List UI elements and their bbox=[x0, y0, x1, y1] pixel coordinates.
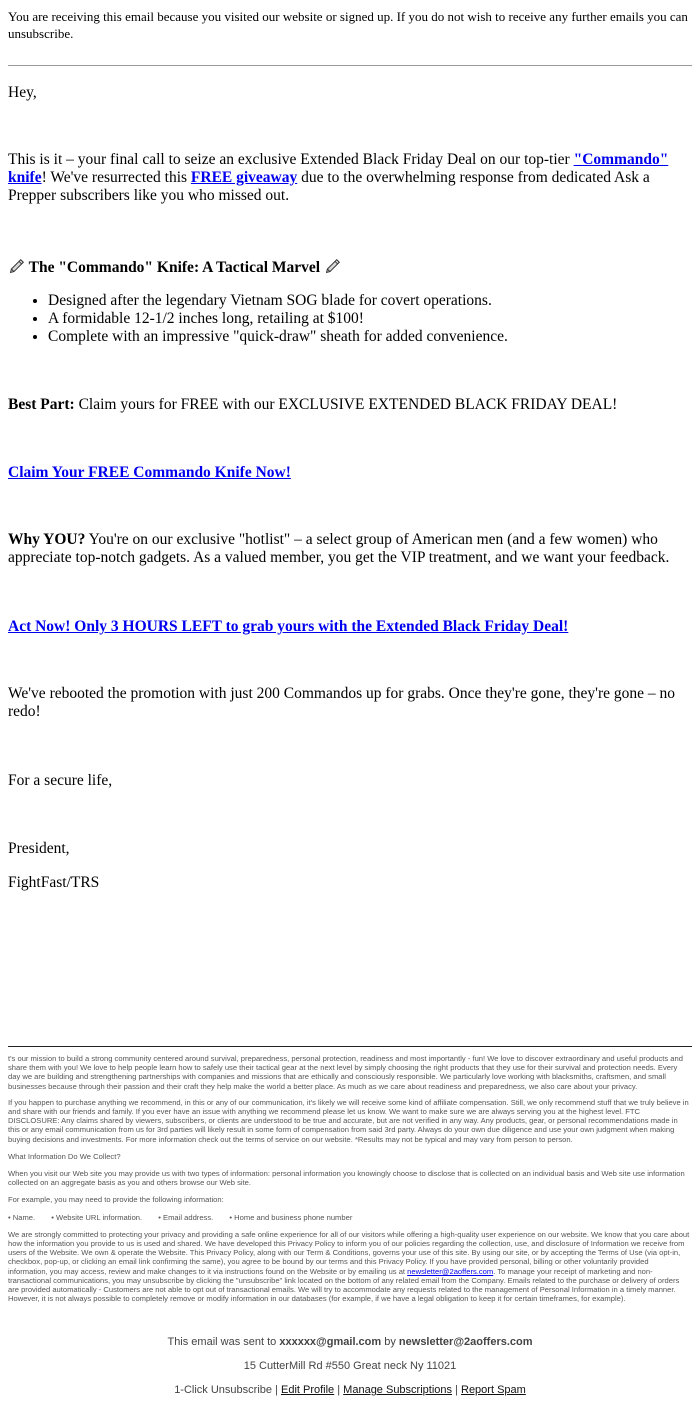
signature: FightFast/TRS bbox=[8, 874, 100, 891]
sent-to-line bbox=[0, 1336, 700, 1348]
info-item: • Home and business phone number bbox=[229, 1212, 353, 1222]
privacy-text-1: We are strongly committed to protecting your privacy and providing a safe online experience for all of our visitors while offering a high-quality user experience on our website. We know that you care about how the information you provide to us is used and shared. We have developed this Privacy Policy to inform you of our policies regarding the collection, use, and disclosure of Information we receive from users of the Website. We own & operate the Website. This Privacy Policy, along with our Term & Conditions, governs your use of this site. By using our site, or by accepting the Terms of Use (via opt-in, checkbox, pop-up, or clicking an email link confirming the same), you agree to be bound by our terms and this Privacy Policy. If you have provided personal, billing or other voluntarily provided information, you may access, review and make changes to it via instructions found on the Website or by emailing us at bbox=[8, 1229, 690, 1276]
separator: | bbox=[452, 1384, 461, 1396]
separator: | bbox=[334, 1384, 344, 1396]
sender-title: President, bbox=[8, 840, 70, 857]
feature-heading-text: The "Commando" Knife: A Tactical Marvel bbox=[28, 259, 321, 276]
sender-email: newsletter@2aoffers.com bbox=[398, 1336, 533, 1348]
sent-prefix: This email was sent to bbox=[167, 1336, 280, 1348]
edit-profile-link[interactable]: Edit Profile bbox=[280, 1384, 335, 1396]
footer-links bbox=[0, 1384, 700, 1396]
info-item: • Email address. bbox=[158, 1212, 214, 1222]
intro-text-3: due to the overwhelming response from dedicated Ask a Prepper subscribers like you who missed out. bbox=[8, 169, 650, 204]
postal-address: 15 CutterMill Rd #550 Great neck Ny 11021 bbox=[243, 1360, 457, 1372]
info-items bbox=[8, 1213, 690, 1222]
one-click-unsubscribe[interactable]: 1-Click Unsubscribe bbox=[174, 1384, 272, 1396]
signoff: For a secure life, bbox=[8, 772, 113, 789]
why-you-label: Why YOU? bbox=[8, 531, 86, 548]
intro-text-1: This is it – your final call to seize an exclusive Extended Black Friday Deal on our top-tier bbox=[8, 151, 574, 168]
feature-list bbox=[8, 292, 692, 346]
knife-icon bbox=[324, 258, 341, 275]
separator: | bbox=[272, 1384, 281, 1396]
intro-paragraph bbox=[8, 151, 692, 205]
affiliate-disclosure: If you happen to purchase anything we recommend, in this or any of our communication, it's likely we will receive some kind of affiliate compensation. Still, we only recommend stuff that we truly believe in and share with our friends and family. If you ever have an issue with anything we recommend please let us know. We want to make sure we are always serving you at the highest level. FTC DISCLOSURE: Any claims shared by viewers, subscribers, or clients are understood to be true and accurate, but are not verified in any way. Any products, gear, or personal recommendations made in this or any email communication from us for 3rd parties will likely result in some form of compensation from said 3rd party. Always do your own due diligence and use your own judgment when making buying decisions and investments. For more information check out the terms of service on our website. *Results may not be typical and may vary from person to person. bbox=[8, 1097, 689, 1144]
act-now-link[interactable]: Act Now! Only 3 HOURS LEFT to grab yours with the Extended Black Friday Deal! bbox=[8, 618, 569, 635]
mission-paragraph: t's our mission to build a strong community centered around survival, preparedness, personal protection, readiness and most importantly - fun! We love to discover extraordinary and useful products and share them with you! We love to help people learn how to safely use their tactical gear at the next level by simply choosing the right products that they use for their survival and protection needs. Every day we are building and strengthening partnerships with companies and missions that are ethically and consciously responsible. We particularly love working with blacksmiths, craftsmen, and small businesses because through their passion and their craft they help make the world a better place. As much as we care about readiness and preparedness, we also care about your privacy. bbox=[8, 1054, 683, 1091]
reboot-paragraph: We've rebooted the promotion with just 200 Commandos up for grabs. Once they're gone, they're gone – no redo! bbox=[8, 685, 676, 720]
manage-subscriptions-link[interactable]: Manage Subscriptions bbox=[343, 1384, 453, 1396]
best-part-paragraph bbox=[8, 396, 692, 414]
privacy-text-2: . To manage your receipt of marketing and non-transactional communications, you may unsubscribe by clicking the "unsubscribe" link located on the bottom of any related email from the Company. Emails related to the purchase or delivery of orders are provided automatically - Customers are not able to opt out of transactional emails. We will try to accommodate any requests related to the management of Personal Information in a timely manner. However, it is not always possible to completely remove or modify information in our databases (for example, if we have a legal obligation to keep it for certain timeframes, for example). bbox=[8, 1266, 680, 1304]
feature-list-container bbox=[8, 292, 692, 346]
claim-knife-link[interactable]: Claim Your FREE Commando Knife Now! bbox=[8, 464, 291, 481]
greeting: Hey, bbox=[8, 84, 37, 101]
best-part-label: Best Part: bbox=[8, 396, 75, 413]
footer-divider bbox=[8, 1046, 692, 1047]
info-item: • Website URL information. bbox=[51, 1212, 143, 1222]
cta-claim-container bbox=[8, 464, 692, 482]
best-part-text: Claim yours for FREE with our EXCLUSIVE EXTENDED BLACK FRIDAY DEAL! bbox=[74, 396, 618, 413]
intro-text-2: ! We've resurrected this bbox=[41, 169, 191, 186]
info-item: • Name. bbox=[8, 1212, 36, 1222]
knife-icon bbox=[8, 258, 25, 275]
example-intro: For example, you may need to provide the following information: bbox=[8, 1195, 224, 1205]
privacy-policy-paragraph bbox=[8, 1230, 690, 1304]
report-spam-link[interactable]: Report Spam bbox=[461, 1384, 526, 1396]
why-you-text: You're on our exclusive "hotlist" – a select group of American men (and a few women) who appreciate top-notch gadgets. As a valued member, you get the VIP treatment, and we want your feedback. bbox=[8, 531, 670, 566]
why-you-paragraph bbox=[8, 531, 692, 567]
top-divider bbox=[8, 65, 692, 66]
privacy-heading: What Information Do We Collect? bbox=[8, 1151, 121, 1161]
unsubscribe-notice: You are receiving this email because you visited our website or signed up. If you do not wish to receive any further emails you can unsubscribe. bbox=[8, 9, 688, 41]
cta-act-now-container bbox=[8, 618, 692, 636]
list-item: • A formidable 12-1/2 inches long, retailing at $100! bbox=[48, 310, 692, 328]
commando-knife-link[interactable]: "Commando" knife bbox=[8, 151, 669, 186]
info-types-paragraph: When you visit our Web site you may provide us with two types of information: personal information you knowingly choose to disclose that is collected on an individual basis and Web site use information collected on an aggregate basis as you and others browse our Web site. bbox=[8, 1169, 685, 1188]
free-giveaway-link[interactable]: FREE giveaway bbox=[190, 169, 298, 186]
list-item: • Designed after the legendary Vietnam SOG blade for covert operations. bbox=[48, 292, 692, 310]
newsletter-email-link[interactable]: newsletter@2aoffers.com bbox=[407, 1266, 494, 1276]
feature-heading bbox=[8, 258, 692, 277]
sent-by: by bbox=[381, 1336, 399, 1348]
list-item: • Complete with an impressive "quick-draw" sheath for added convenience. bbox=[48, 328, 692, 346]
recipient-email: xxxxxx@gmail.com bbox=[279, 1336, 382, 1348]
fine-print bbox=[8, 1054, 690, 1303]
